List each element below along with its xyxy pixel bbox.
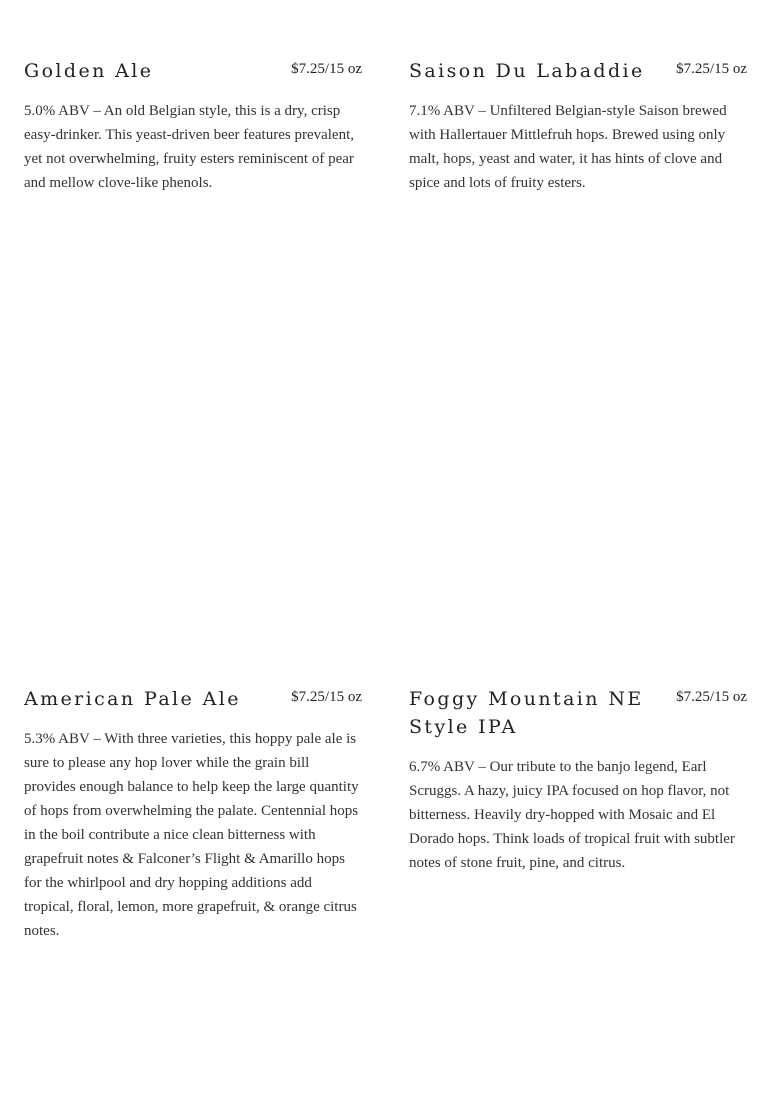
beer-description: 6.7% ABV – Our tribute to the banjo legend, Earl Scruggs. A hazy, juicy IPA focused on hop flavor, not bitterness. Heavily dry-hopped with Mosaic and El Dorado hops. Think loads of tropical fruit with subtler notes of stone fruit, pine, and citrus. (409, 759, 735, 871)
menu-item-saison-du-labaddie (409, 57, 747, 195)
beer-description: 5.0% ABV – An old Belgian style, this is a dry, crisp easy-drinker. This yeast-driven beer features prevalent, yet not overwhelming, fruity esters reminiscent of pear and mellow clove-like phenols. (24, 103, 354, 191)
menu-item-header (24, 57, 362, 85)
menu-item-golden-ale (24, 57, 362, 195)
menu-item-header (409, 685, 747, 741)
beer-price: $7.25/15 oz (291, 61, 362, 77)
beer-description: 7.1% ABV – Unfiltered Belgian-style Saison brewed with Hallertauer Mittlefruh hops. Brewed using only malt, hops, yeast and water, it has hints of clove and spice and lots of fruity esters. (409, 103, 727, 191)
menu-item-header (24, 685, 362, 713)
menu-item-american-pale-ale (24, 685, 362, 943)
menu-item-foggy-mountain-ipa (409, 685, 747, 875)
beer-name: Foggy Mountain NE Style IPA (409, 688, 644, 738)
menu-item-header (409, 57, 747, 85)
beer-name: Golden Ale (24, 60, 154, 82)
beer-price: $7.25/15 oz (676, 689, 747, 705)
beer-description: 5.3% ABV – With three varieties, this hoppy pale ale is sure to please any hop lover while the grain bill provides enough balance to help keep the large quantity of hops from overwhelming the palate. Centennial hops in the boil contribute a nice clean bitterness with grapefruit notes & Falconer’s Flight & Amarillo hops for the whirlpool and dry hopping additions add tropical, floral, lemon, more grapefruit, & orange citrus notes. (24, 731, 359, 939)
beer-price: $7.25/15 oz (291, 689, 362, 705)
beer-name: American Pale Ale (24, 688, 241, 710)
beer-name: Saison Du Labaddie (409, 60, 645, 82)
beer-price: $7.25/15 oz (676, 61, 747, 77)
